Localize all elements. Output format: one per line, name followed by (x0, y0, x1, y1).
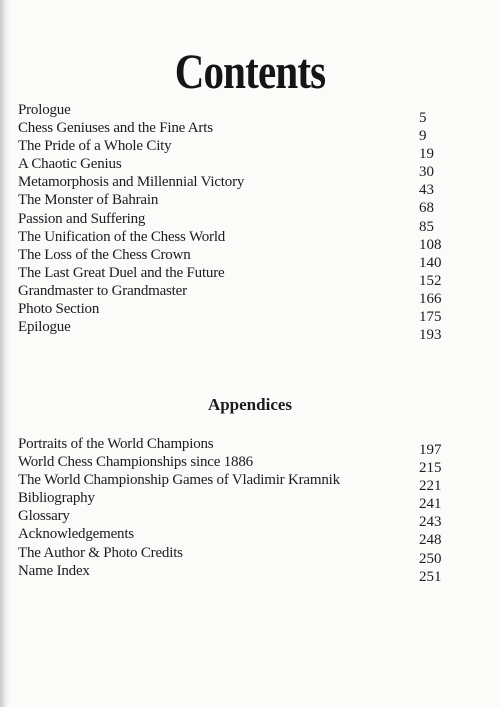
toc-entry[interactable] (18, 119, 448, 145)
appendices-list (18, 435, 448, 585)
toc-entry-page: 215 (419, 460, 442, 477)
contents-list (18, 101, 448, 344)
toc-entry-page: 140 (419, 254, 442, 271)
toc-entry[interactable] (18, 318, 448, 344)
toc-entry-title: Acknowledgements (18, 526, 134, 543)
toc-entry-title: Grandmaster to Grandmaster (18, 282, 187, 299)
toc-entry-page: 30 (419, 164, 434, 181)
toc-entry-title: The Monster of Bahrain (18, 192, 159, 209)
toc-entry[interactable] (18, 471, 448, 495)
toc-entry-page: 241 (419, 496, 442, 513)
toc-entry-title: Name Index (18, 562, 90, 579)
toc-entry-title: Metamorphosis and Millennial Victory (18, 174, 245, 191)
toc-entry[interactable] (18, 191, 448, 217)
toc-entry-title: Prologue (18, 102, 71, 118)
toc-entry-title: A Chaotic Genius (18, 156, 122, 173)
toc-entry-title: Epilogue (18, 319, 71, 336)
toc-entry-page: 85 (419, 218, 434, 235)
toc-entry-title: Photo Section (18, 301, 100, 318)
toc-entry-title: Passion and Suffering (18, 210, 146, 227)
toc-entry-page: 250 (419, 550, 442, 567)
toc-entry[interactable] (18, 228, 448, 253)
toc-entry-title: Glossary (18, 508, 70, 525)
toc-entry-page: 108 (419, 236, 442, 253)
toc-entry-page: 243 (419, 514, 442, 531)
toc-entry[interactable] (18, 489, 448, 513)
toc-entry-title: World Chess Championships since 1886 (18, 454, 253, 471)
toc-entry[interactable] (18, 453, 448, 477)
toc-entry-title: The Loss of the Chess Crown (18, 246, 191, 263)
toc-entry[interactable] (18, 507, 448, 531)
toc-entry-page: 248 (419, 532, 442, 549)
toc-entry[interactable] (18, 173, 448, 199)
toc-entry[interactable] (18, 282, 448, 307)
page-spine-shadow (0, 0, 10, 707)
toc-entry[interactable] (18, 246, 448, 271)
toc-entry-title: The Unification of the Chess World (18, 228, 226, 245)
toc-entry-title: Portraits of the World Champions (18, 436, 214, 452)
toc-entry[interactable] (18, 137, 448, 163)
toc-entry-title: The Last Great Duel and the Future (18, 264, 225, 281)
toc-entry[interactable] (18, 101, 448, 126)
toc-entry-page: 9 (419, 128, 427, 145)
toc-entry[interactable] (18, 435, 448, 458)
toc-entry-page: 5 (419, 110, 427, 126)
toc-entry[interactable] (18, 155, 448, 181)
toc-entry-page: 193 (419, 327, 442, 344)
toc-entry-page: 221 (419, 478, 442, 495)
toc-entry-page: 43 (419, 182, 434, 199)
toc-entry[interactable] (18, 300, 448, 326)
toc-entry-title: Bibliography (18, 490, 95, 507)
toc-entry-title: The Author & Photo Credits (18, 544, 183, 561)
toc-entry-page: 19 (419, 146, 434, 163)
toc-entry-title: Chess Geniuses and the Fine Arts (18, 120, 213, 137)
toc-entry-page: 197 (419, 442, 442, 458)
toc-entry-title: The Pride of a Whole City (18, 138, 172, 155)
toc-entry-title: The World Championship Games of Vladimir Kramnik (18, 472, 340, 489)
toc-entry[interactable] (18, 210, 448, 235)
appendices-heading: Appendices (207, 395, 293, 415)
toc-entry[interactable] (18, 525, 448, 549)
toc-entry-page: 152 (419, 272, 442, 289)
toc-entry[interactable] (18, 562, 448, 585)
page-title: Contents (174, 42, 326, 99)
toc-entry[interactable] (18, 544, 448, 567)
toc-entry-page: 166 (419, 290, 442, 307)
toc-entry[interactable] (18, 264, 448, 289)
toc-entry-page: 251 (419, 568, 442, 585)
toc-entry-page: 68 (419, 200, 434, 217)
toc-entry-page: 175 (419, 309, 442, 326)
